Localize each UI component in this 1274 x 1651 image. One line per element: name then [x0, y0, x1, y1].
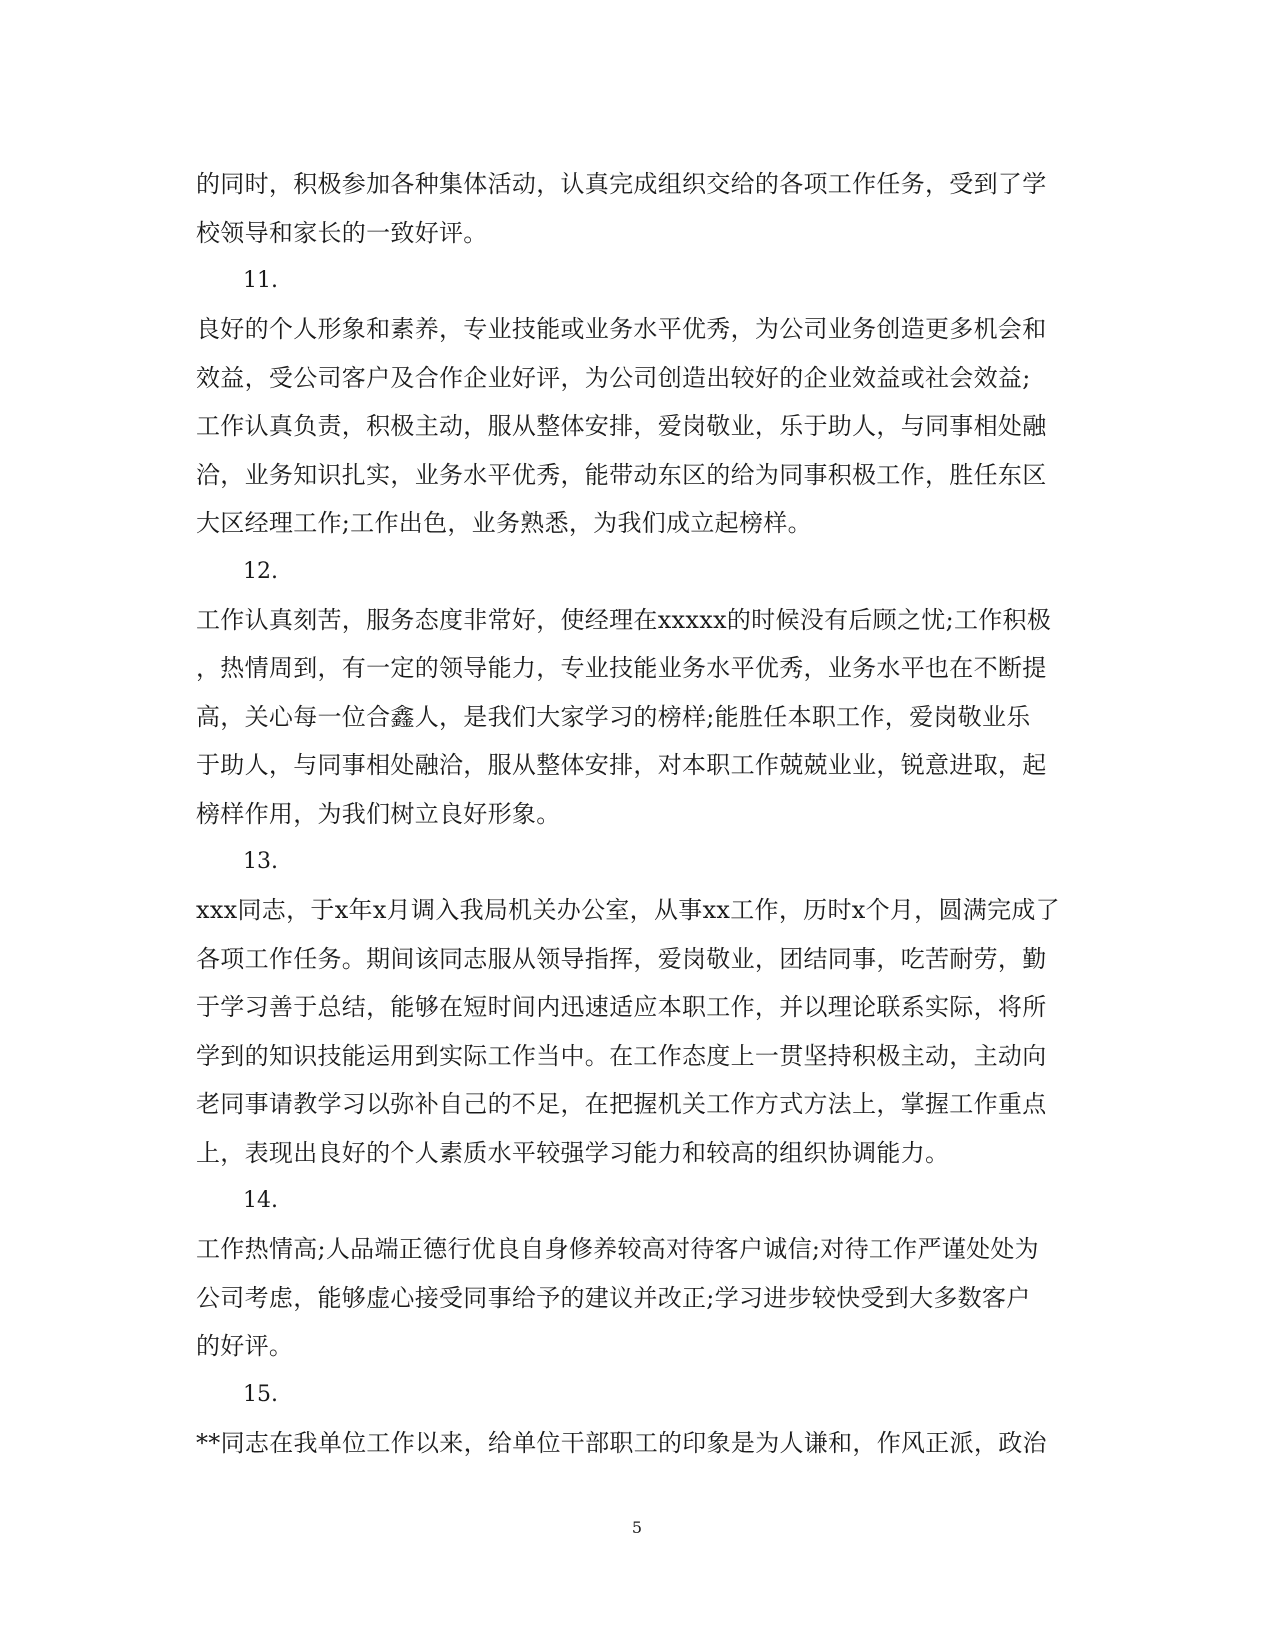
text-line: 工作认真负责，积极主动，服从整体安排，爱岗敬业，乐于助人，与同事相处融	[196, 412, 1047, 440]
text-line: 校领导和家长的一致好评。	[196, 218, 488, 247]
text-line: 效益，受公司客户及合作企业好评，为公司创造出较好的企业效益或社会效益;	[196, 363, 1031, 392]
text-line: 公司考虑，能够虚心接受同事给予的建议并改正;学习进步较快受到大多数客户	[196, 1283, 1031, 1312]
text-line: 于助人，与同事相处融洽，服从整体安排，对本职工作兢兢业业，锐意进取，起	[196, 751, 1047, 779]
text-line: 良好的个人形象和素养，专业技能或业务水平优秀，为公司业务创造更多机会和	[196, 315, 1047, 343]
text-line: ，热情周到，有一定的领导能力，专业技能业务水平优秀，业务水平也在不断提	[196, 654, 1047, 682]
text-line: 高，关心每一位合鑫人，是我们大家学习的榜样;能胜任本职工作，爱岗敬业乐	[196, 702, 1031, 731]
paragraph-10-continued	[196, 160, 1076, 257]
paragraph-13	[196, 838, 1076, 1177]
item-number: 11.	[243, 268, 278, 293]
text-line: 工作热情高;人品端正德行优良自身修养较高对待客户诚信;对待工作严谨处处为	[196, 1235, 1039, 1263]
text-line: 大区经理工作;工作出色，业务熟悉，为我们成立起榜样。	[196, 509, 812, 537]
text-line: **同志在我单位工作以来，给单位干部职工的印象是为人谦和，作风正派，政治	[196, 1428, 1047, 1457]
paragraph-12	[196, 548, 1076, 839]
item-number: 12.	[243, 558, 278, 584]
item-number: 13.	[243, 849, 278, 874]
text-line: 于学习善于总结，能够在短时间内迅速适应本职工作，并以理论联系实际，将所	[196, 993, 1047, 1021]
text-line: 工作认真刻苦，服务态度非常好，使经理在xxxxx的时候没有后顾之忧;工作积极	[196, 605, 1052, 634]
item-number: 14.	[243, 1188, 278, 1213]
text-line: 洽，业务知识扎实，业务水平优秀，能带动东区的给为同事积极工作，胜任东区	[196, 460, 1047, 489]
paragraph-14	[196, 1177, 1076, 1371]
text-line: xxx同志，于x年x月调入我局机关办公室，从事xx工作，历时x个月，圆满完成了	[196, 896, 1060, 924]
text-line: 学到的知识技能运用到实际工作当中。在工作态度上一贯坚持积极主动，主动向	[196, 1041, 1047, 1070]
text-line: 的好评。	[196, 1332, 294, 1360]
text-line: 的同时，积极参加各种集体活动，认真完成组织交给的各项工作任务，受到了学	[196, 170, 1047, 198]
text-line: 老同事请教学习以弥补自己的不足，在把握机关工作方式方法上，掌握工作重点	[196, 1090, 1047, 1118]
document-body	[196, 160, 1076, 1467]
text-line: 上，表现出良好的个人素质水平较强学习能力和较高的组织协调能力。	[196, 1138, 950, 1167]
text-line: 各项工作任务。期间该同志服从领导指挥，爱岗敬业，团结同事，吃苦耐劳，勤	[196, 944, 1047, 973]
page-number: 5	[631, 1518, 643, 1537]
paragraph-15	[196, 1371, 1076, 1468]
paragraph-11	[196, 257, 1076, 548]
text-line: 榜样作用，为我们树立良好形象。	[196, 799, 561, 828]
item-number: 15.	[243, 1381, 278, 1407]
